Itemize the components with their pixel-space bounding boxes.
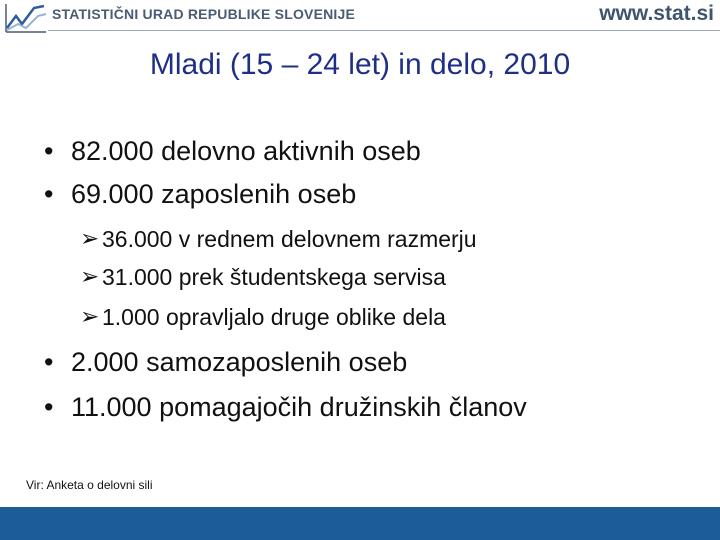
bullet-text: 82.000 delovno aktivnih oseb [71,136,421,166]
bullet-dot: • [44,347,54,377]
bullet-text: 11.000 pomagajočih družinskih članov [71,392,527,422]
sub-bullet-text: 31.000 prek študentskega servisa [102,264,446,290]
site-url[interactable]: www.stat.si [599,2,714,25]
arrow-bullet-icon: ➢ [80,225,100,251]
bullet-dot: • [44,136,54,166]
arrow-bullet-icon: ➢ [80,303,100,329]
arrow-bullet-icon: ➢ [80,263,100,289]
slide-title: Mladi (15 – 24 let) in delo, 2010 [149,48,571,81]
bullet-text: 2.000 samozaposlenih oseb [71,347,408,377]
bullet-text: 69.000 zaposlenih oseb [71,179,357,209]
footer-bar [0,507,720,540]
organization-name: STATISTIČNI URAD REPUBLIKE SLOVENIJE [52,6,356,22]
source-note: Vir: Anketa o delovni sili [26,478,153,492]
bullet-dot: • [44,179,54,209]
bullet-dot: • [44,392,54,422]
sub-bullet-text: 36.000 v rednem delovnem razmerju [102,226,477,252]
sub-bullet-text: 1.000 opravljalo druge oblike dela [102,304,446,330]
